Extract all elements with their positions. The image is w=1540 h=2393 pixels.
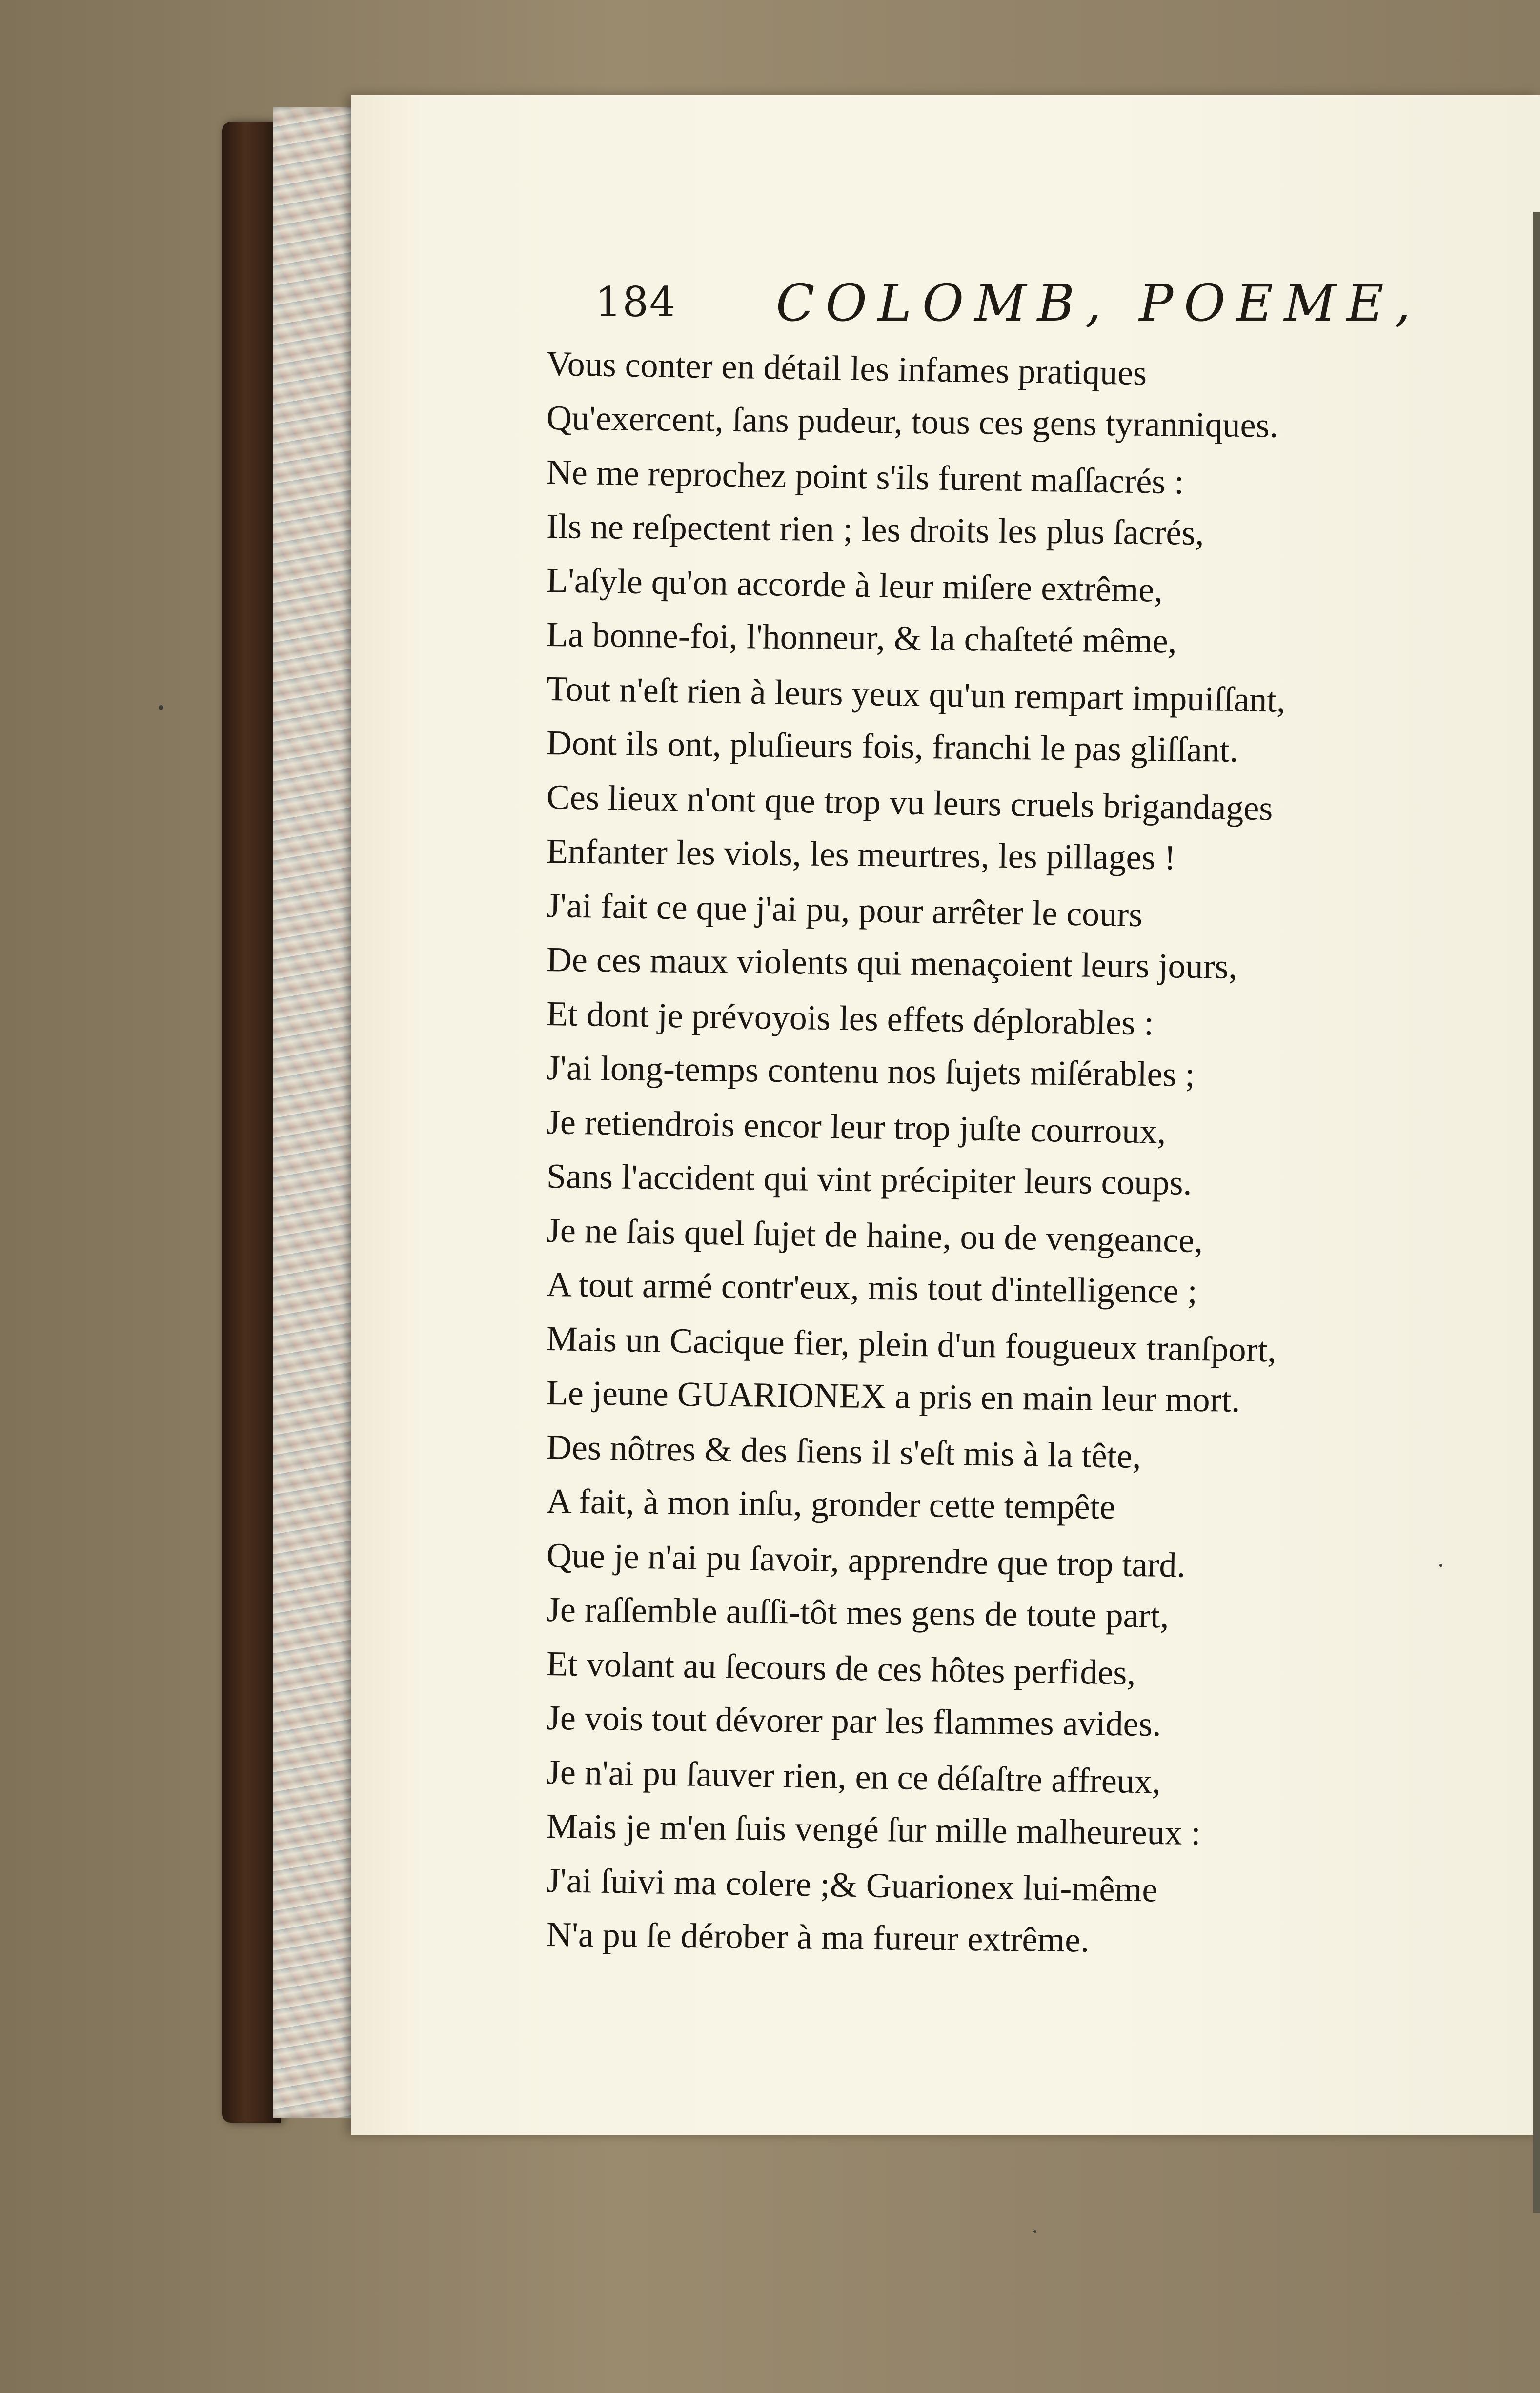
verse-line: Enfanter les viols, les meurtres, les pillages !: [546, 831, 1176, 877]
verse-line: Le jeune GUARIONEX a pris en main leur mort.: [546, 1373, 1240, 1420]
verse-line: Ne me reprochez point s'ils furent maſſacrés :: [546, 452, 1184, 502]
verse-line: Ils ne reſpectent rien ; les droits les plus ſacrés,: [546, 507, 1204, 553]
verse-line: Des nôtres & des ſiens il s'eſt mis à la tête,: [546, 1427, 1142, 1476]
verse-line: Je ne ſais quel ſujet de haine, ou de vengeance,: [546, 1211, 1203, 1260]
verse-line: A tout armé contr'eux, mis tout d'intelligence ;: [546, 1265, 1198, 1311]
ink-speck: [1439, 1564, 1442, 1567]
verse-line: N'a pu ſe dérober à ma fureur extrême.: [546, 1915, 1090, 1960]
verse-line: J'ai long-temps contenu nos ſujets miſérables ;: [546, 1048, 1196, 1094]
verse-line: J'ai ſuivi ma colere ;& Guarionex lui-même: [546, 1861, 1158, 1909]
verse-line: Je raſſemble auſſi-tôt mes gens de toute part,: [546, 1590, 1169, 1636]
verse-line: Tout n'eſt rien à leurs yeux qu'un rempart impuiſſant,: [546, 669, 1286, 720]
verse-line: Mais je m'en ſuis vengé ſur mille malheureux :: [546, 1806, 1201, 1853]
verse-line: Sans l'accident qui vint précipiter leurs coups.: [546, 1156, 1192, 1202]
verse-line: Dont ils ont, pluſieurs fois, franchi le pas gliſſant.: [546, 723, 1239, 770]
verse-line: Je retiendrois encor leur trop juſte courroux,: [546, 1102, 1167, 1151]
verse-line: Je n'ai pu ſauver rien, en ce déſaſtre affreux,: [546, 1752, 1161, 1801]
marbled-page-edges: [273, 107, 356, 2118]
running-title: COLOMB, POEME,: [776, 273, 1421, 333]
verse-line: Mais un Cacique fier, plein d'un fougueux tranſport,: [546, 1319, 1277, 1370]
verse-line: Et volant au ſecours de ces hôtes perfides,: [546, 1644, 1136, 1692]
verse-line: Vous conter en détail les infames pratiques: [546, 344, 1147, 393]
verse-line: Je vois tout dévorer par les flammes avides.: [546, 1698, 1162, 1744]
ink-speck: [159, 705, 163, 710]
verse-line: De ces maux violents qui menaçoient leurs jours,: [546, 940, 1237, 986]
verse-line: Et dont je prévoyois les effets déplorables :: [546, 994, 1154, 1043]
verse-line: Que je n'ai pu ſavoir, apprendre que trop tard.: [546, 1536, 1186, 1585]
page-number: 184: [595, 278, 677, 326]
verse-text: [547, 337, 1493, 1962]
verse-line: J'ai fait ce que j'ai pu, pour arrêter le cours: [546, 886, 1143, 934]
verse-line: Ces lieux n'ont que trop vu leurs cruels brigandages: [546, 777, 1274, 828]
verse-line: Qu'exercent, ſans pudeur, tous ces gens tyranniques.: [546, 398, 1279, 445]
verse-line: L'aſyle qu'on accorde à leur miſere extrême,: [546, 561, 1163, 609]
ink-speck: [1033, 2230, 1036, 2233]
verse-line: La bonne-foi, l'honneur, & la chaſteté même,: [546, 615, 1177, 661]
book-cover-edge: [222, 122, 281, 2123]
facing-page-edge: [1533, 212, 1540, 2213]
page-header: [595, 273, 1425, 337]
verse-line: A fait, à mon inſu, gronder cette tempête: [546, 1481, 1115, 1527]
